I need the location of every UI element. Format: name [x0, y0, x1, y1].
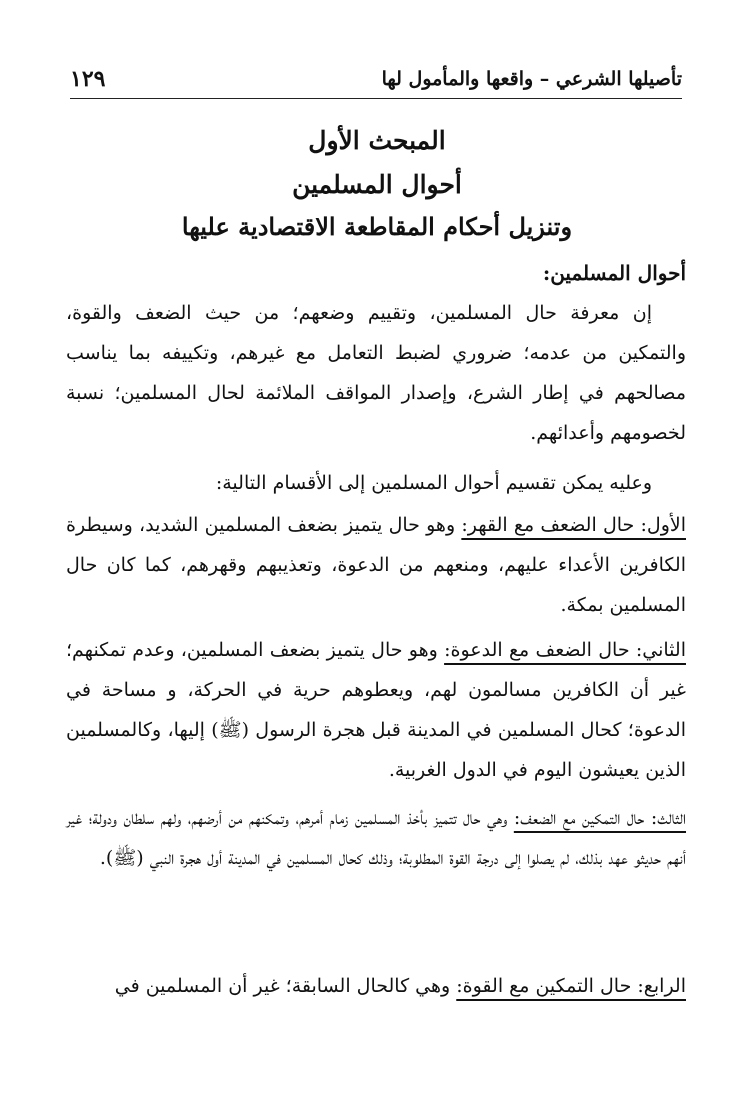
paragraph-third: [66, 798, 686, 878]
page-number: ١٢٩: [70, 66, 106, 92]
running-header: [70, 60, 682, 99]
division-text: وعليه يمكن تقسيم أحوال المسلمين إلى الأقسام التالية:: [215, 472, 652, 494]
fourth-label: الرابع: حال التمكين مع القوة:: [456, 975, 686, 997]
third-text: وهي حال تتميز بأخذ المسلمين زمام أمرهم، وتمكنهم من أرضهم، ولهم سلطان ودولة؛ غير أنهم حديثو عهد بذلك، لم يصلوا إلى درجة القوة المطلوبة؛ وذلك كحال المسلمين في المدينة أول هجرة النبي (ﷺ).: [66, 807, 686, 869]
intro-text: إن معرفة حال المسلمين، وتقييم وضعهم؛ من حيث الضعف والقوة، والتمكين من عدمه؛ ضروري لضبط التعامل مع غيرهم، وتكييفه بما يناسب مصالحهم في إطار الشرع، وإصدار المواقف الملائمة لحال المسلمين؛ نسبة لخصومهم وأعدائهم.: [66, 302, 686, 444]
paragraph-second: [66, 630, 686, 790]
paragraph-division: [66, 463, 686, 503]
paragraph-first: [66, 505, 686, 625]
first-text: وهو حال يتميز بضعف المسلمين الشديد، وسيطرة الكافرين الأعداء عليهم، ومنعهم من الدعوة، وتعذيبهم وقهرهم، كما كان حال المسلمين بمكة.: [66, 514, 686, 616]
paragraph-intro: [66, 293, 686, 453]
paragraph-fourth: [66, 966, 686, 1006]
section-subtitle: وتنزيل أحكام المقاطعة الاقتصادية عليها: [181, 212, 573, 241]
section-title: أحوال المسلمين: [292, 170, 462, 199]
first-label: الأول: حال الضعف مع القهر:: [461, 514, 686, 536]
second-text: وهو حال يتميز بضعف المسلمين، وعدم تمكنهم؛ غير أن الكافرين مسالمون لهم، ويعطوهم حرية في الحركة، و مساحة في الدعوة؛ كحال المسلمين في المدينة قبل هجرة الرسول (ﷺ) إليها، وكالمسلمين الذين يعيشون اليوم في الدول الغربية.: [66, 639, 686, 781]
subheading: أحوال المسلمين:: [542, 261, 686, 285]
section-heading: المبحث الأول: [308, 126, 446, 155]
header-title: تأصيلها الشرعي – واقعها والمأمول لها: [381, 68, 682, 90]
fourth-text: وهي كالحال السابقة؛ غير أن المسلمين في: [114, 975, 457, 997]
third-label: الثالث: حال التمكين مع الضعف:: [513, 807, 687, 829]
second-label: الثاني: حال الضعف مع الدعوة:: [444, 639, 686, 661]
